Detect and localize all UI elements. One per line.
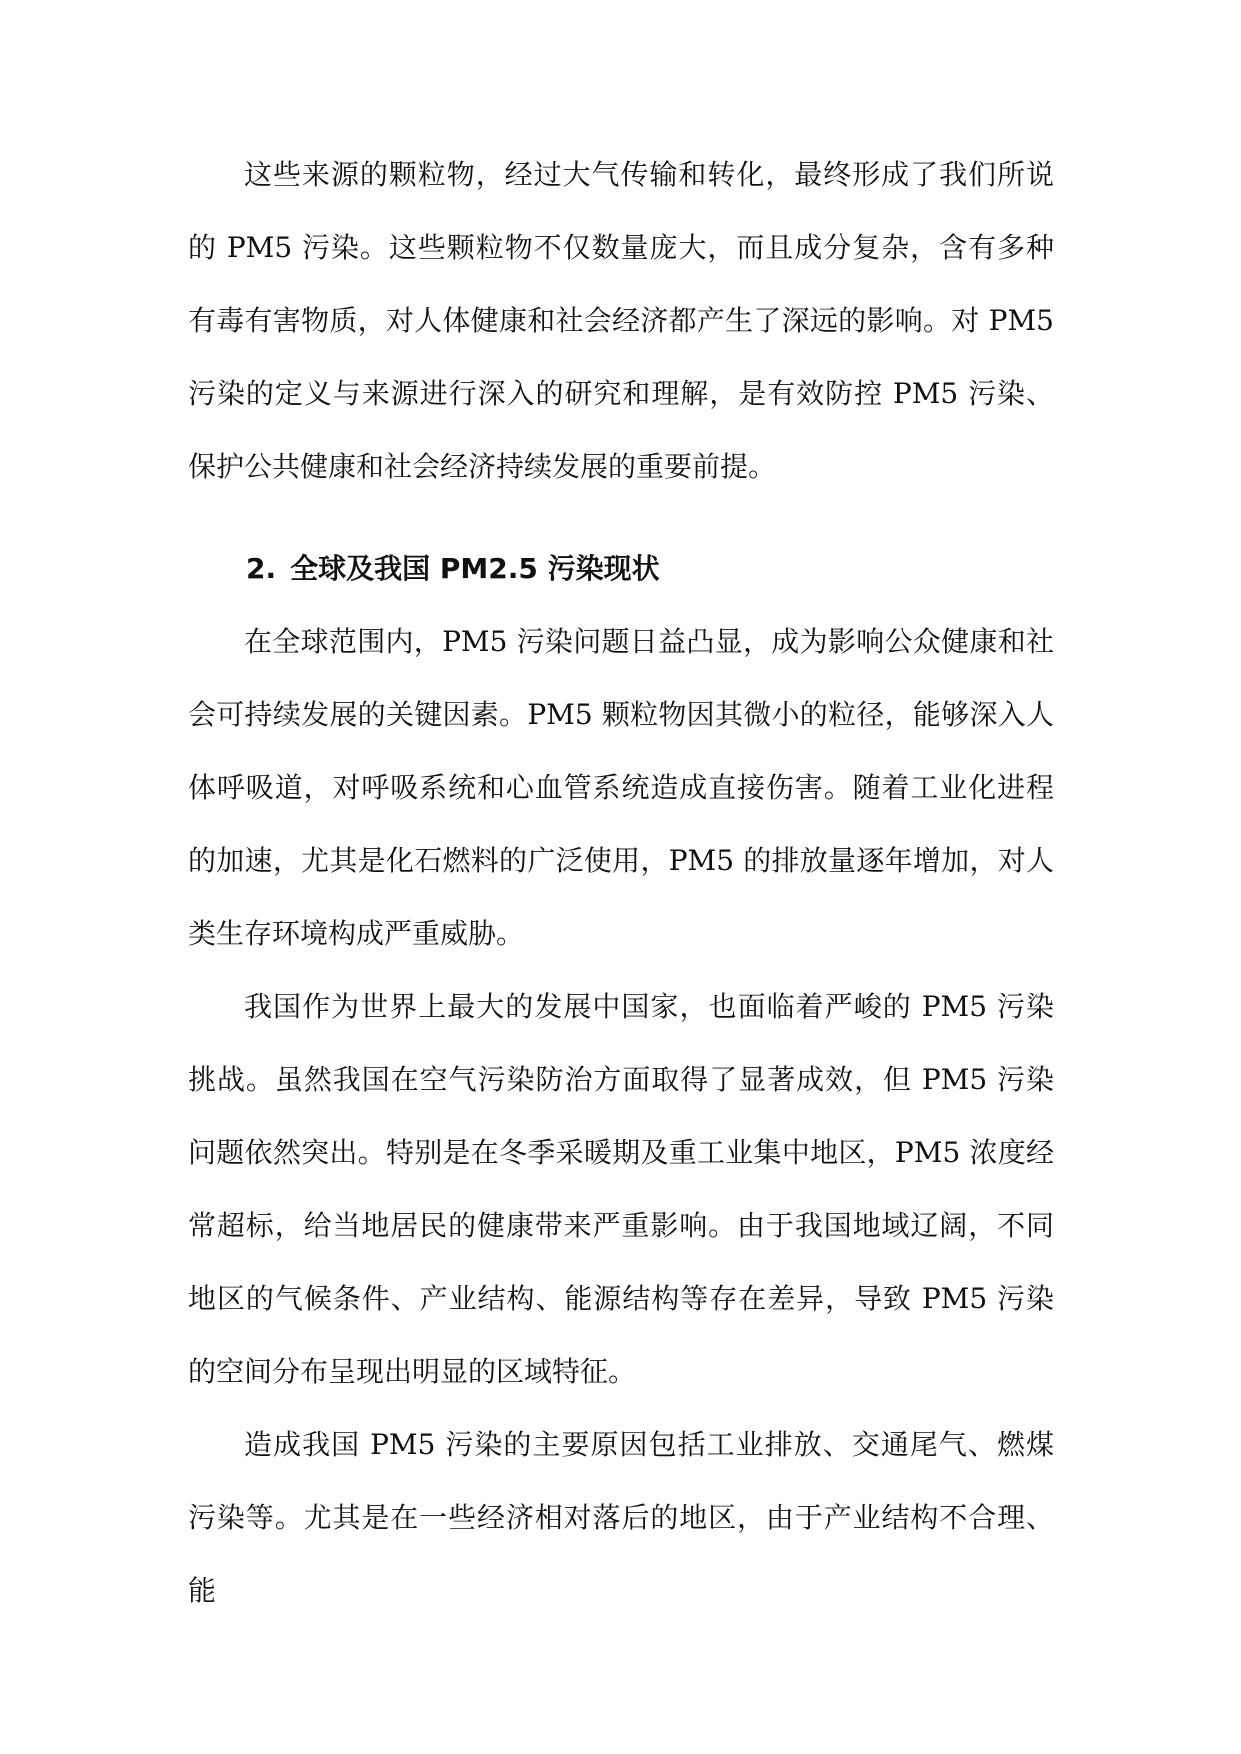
section-number: 2. — [246, 552, 277, 585]
body-paragraph: 我国作为世界上最大的发展中国家，也面临着严峻的 PM5 污染挑战。虽然我国在空气污染防治方面取得了显著成效，但 PM5 污染问题依然突出。特别是在冬季采暖期及重工业集中地区，PM5 浓度经常超标，给当地居民的健康带来严重影响。由于我国地域辽阔，不同地区的气候条件、产业结构、能源结构等存在差异，导致 PM5 污染的空间分布呈现出明显的区域特征。 — [188, 990, 1054, 1388]
body-paragraph: 造成我国 PM5 污染的主要原因包括工业排放、交通尾气、燃煤污染等。尤其是在一些经济相对落后的地区，由于产业结构不合理、能 — [188, 1428, 1054, 1607]
section-title: 全球及我国 PM2.5 污染现状 — [290, 552, 660, 585]
body-paragraph: 在全球范围内，PM5 污染问题日益凸显，成为影响公众健康和社会可持续发展的关键因素。PM5 颗粒物因其微小的粒径，能够深入人体呼吸道，对呼吸系统和心血管系统造成直接伤害。随着工业化进程的加速，尤其是化石燃料的广泛使用，PM5 的排放量逐年增加，对人类生存环境构成严重威胁。 — [188, 625, 1054, 950]
body-paragraph: 这些来源的颗粒物，经过大气传输和转化，最终形成了我们所说的 PM5 污染。这些颗粒物不仅数量庞大，而且成分复杂，含有多种有毒有害物质，对人体健康和社会经济都产生了深远的影响。对 PM5 污染的定义与来源进行深入的研究和理解，是有效防控 PM5 污染、保护公共健康和社会经济持续发展的重要前提。 — [188, 158, 1054, 483]
section-heading — [188, 532, 1054, 605]
document-body — [188, 138, 1054, 1627]
